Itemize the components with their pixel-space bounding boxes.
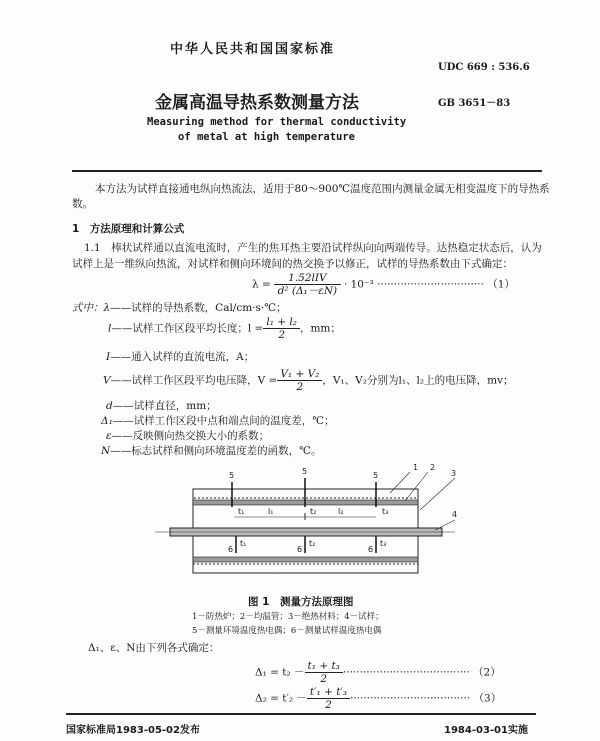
gb-code: GB 3651－83 [438, 98, 511, 109]
figure-labels-n4: 4 [452, 510, 458, 519]
section1-where-5-sym: Δ₁ [101, 415, 113, 427]
section2-eq3-lhs: Δ₂ = t′₂ － [255, 692, 307, 705]
figure-labels-n6: 6 [228, 545, 234, 554]
section2-eq3-tail: ···································· （3） [350, 692, 502, 705]
figure-caption: 图 1 测量方法原理图 [248, 596, 354, 608]
header-rule [72, 170, 542, 172]
figure-labels-n5: 5 [229, 471, 235, 480]
section1-where-6-sym: ε [106, 430, 112, 442]
equation-2 [255, 660, 501, 685]
section1-eq1-tail: · 10⁻³ ································ （1） [343, 278, 515, 291]
intro-line2: 数。 [72, 198, 93, 210]
section1-where-1-after: ，mm； [299, 322, 341, 335]
section2-eq2-tail: ······································ （2） [342, 666, 501, 679]
footer-rule [66, 713, 536, 715]
section1-where-4-sym: d [106, 400, 113, 412]
issue-date: 国家标准局1983-05-02发布 [66, 725, 200, 736]
figure-labels-n6: 6 [368, 545, 374, 554]
section1-where-0-sym: 式中：λ [72, 302, 111, 314]
figure-labels-n5: 5 [302, 467, 308, 476]
figure-labels-n6: 6 [297, 545, 303, 554]
section1-where-3-frac-num: V₁ + V₂ [277, 368, 322, 381]
section1-where-1-text: ——试样工作区段平均长度；l = [111, 322, 264, 335]
figure-labels-l2: l₂ [338, 507, 344, 516]
title-en-1: Measuring method for thermal conductivity [147, 116, 407, 128]
figure-labels-l1: l₁ [268, 507, 274, 516]
figure-labels-n3: 3 [451, 469, 457, 478]
section2-eq3-num: t′₁ + t′₃ [307, 686, 350, 699]
figure-labels-t2: t₂ [309, 539, 316, 548]
section1-where-1-sym: l [108, 322, 112, 335]
section1-where-0-text: ——试样的导热系数，Cal/cm·s·℃； [110, 302, 287, 314]
title-en-2: of metal at high temperature [178, 131, 356, 143]
section1-where-2-sym: I [106, 351, 111, 363]
section1-eq1-den: d² (Δ₁－εN) [277, 285, 338, 297]
standard-org: 中华人民共和国国家标准 [170, 42, 336, 57]
figure-labels-t1: t₁ [240, 539, 247, 548]
tube-bottom [193, 557, 418, 562]
section-2-intro: Δ₁、ε、N由下列各式确定： [88, 642, 220, 654]
para-1-1-line2: 试样上是一维纵向热流，对试样和侧向环境间的热交换予以修正，试样的导热系数由下式确定： [72, 258, 513, 270]
section2-eq2-lhs: Δ₁ = t₂ － [255, 666, 305, 679]
section1-where-1-frac-num: l₁ + l₂ [263, 316, 300, 329]
figure-labels-n1: 1 [413, 463, 419, 472]
furnace-bottom-layer [193, 564, 418, 573]
equation-3 [255, 686, 501, 711]
section1-where-3-text: ——试样工作区段平均电压降，V = [110, 374, 278, 387]
section1-where-3-frac-den: 2 [296, 381, 304, 393]
section1-where-4-text: ——试样直径，mm； [112, 400, 217, 412]
figure-labels-n5: 5 [373, 471, 379, 480]
figure-labels-t3: t₃ [382, 507, 389, 516]
effective-date: 1984-03-01实施 [444, 725, 528, 736]
section1-where-6-text: ——反映侧向热交换大小的系数； [111, 430, 270, 442]
figure-legend-2: 5－测量环境温度热电偶；6－测量试样温度热电偶 [192, 626, 382, 636]
equation-1 [252, 272, 515, 297]
intro-line1: 本方法为试样直接通电纵向热流法，适用于80～900℃温度范围内测量金属无相变温度下的导热系 [95, 183, 550, 195]
section1-where-7-sym: N [101, 445, 111, 457]
section1-eq1-lhs: λ = [252, 278, 271, 291]
section1-where-1-frac-den: 2 [278, 329, 285, 341]
figure-legend-1: 1－防热炉；2－均温管；3－绝热材料；4－试样； [192, 612, 384, 622]
figure-labels-t1: t₁ [238, 507, 245, 516]
figure-labels-t3: t₃ [380, 539, 387, 548]
section-1-heading: 1 方法原理和计算公式 [72, 223, 185, 235]
udc-code: UDC 669 : 536.6 [438, 62, 530, 73]
section1-where-5-text: ——试样工作区段中点和端点间的温度差，℃； [112, 415, 335, 427]
title-cn: 金属高温导热系数测量方法 [155, 93, 359, 113]
section2-eq2-den: 2 [320, 673, 328, 685]
section2-eq2-num: t₁ + t₃ [305, 660, 343, 673]
figure-labels-t2: t₂ [310, 507, 317, 516]
para-1-1-line1: 1.1 棒状试样通以直流电流时，产生的焦耳热主要沿试样纵向向两端传导。达热稳定状态后，认为 [84, 242, 542, 254]
section2-eq3-den: 2 [325, 699, 332, 711]
section1-where-7-text: ——标志试样和侧向环境温度差的函数，℃。 [110, 445, 322, 457]
section1-where-3-after: ，V₁、V₂分别为l₁、l₂上的电压降，mv； [322, 374, 514, 387]
section1-eq1-num: 1.52lIV [274, 272, 340, 285]
figure-labels-n2: 2 [430, 463, 436, 472]
section1-where-3-sym: V [103, 374, 111, 387]
apparatus-diagram [150, 460, 480, 590]
section1-where-2-text: ——通入试样的直流电流，A； [110, 351, 255, 363]
